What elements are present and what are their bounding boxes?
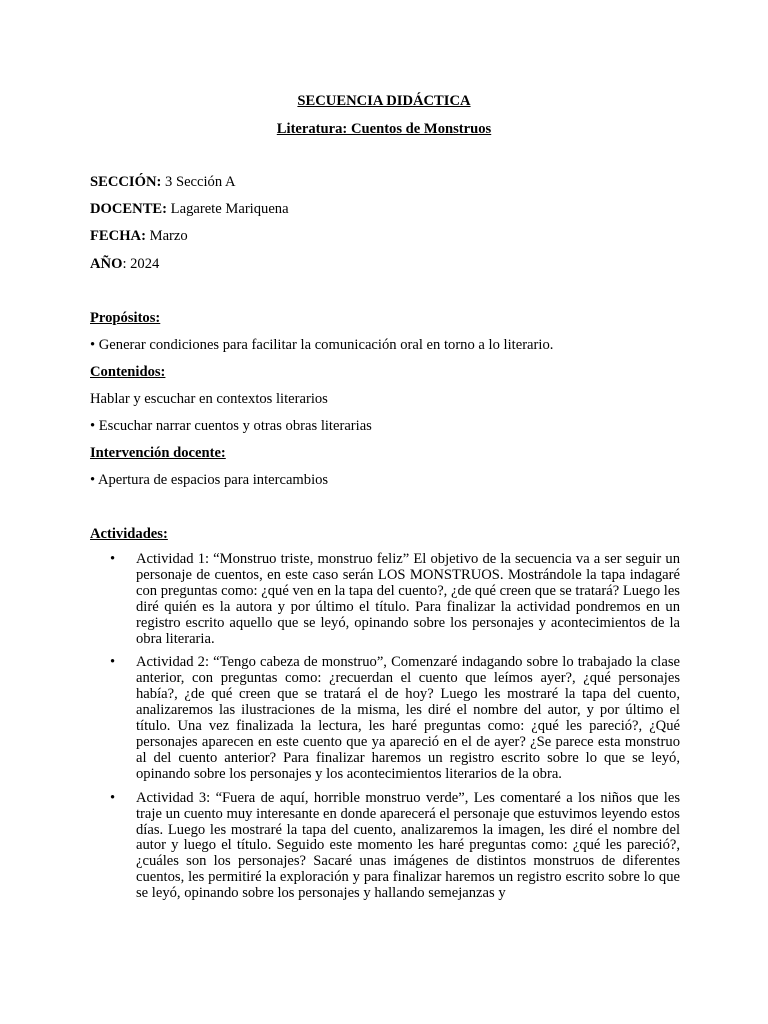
propositos-heading: Propósitos: <box>90 310 161 326</box>
bullet-icon: • <box>110 789 116 806</box>
info-label: DOCENTE: <box>90 201 168 217</box>
actividad-text: Actividad 1: “Monstruo triste, monstruo feliz” El objetivo de la secuencia va a ser seguir un personaje de cuentos, en este caso serán LOS MONSTRUOS. Mostrándole la tapa indagaré con preguntas como: ¿qué ven en la tapa del cuento?, ¿de qué creen que se tratará? Luego les diré quién es la autora y por último el título. Para finalizar la actividad pondremos en un registro escrito aquello que se leyó, opinando sobre los personajes y acontecimientos de la obra literaria. <box>136 551 680 647</box>
info-label: SECCIÓN: <box>90 174 162 190</box>
intervencion-heading: Intervención docente: <box>90 445 226 461</box>
list-item <box>110 655 680 782</box>
actividades-heading: Actividades: <box>90 526 168 542</box>
contenidos-item: Hablar y escuchar en contextos literarios <box>90 391 328 407</box>
document-subtitle: Literatura: Cuentos de Monstruos <box>276 121 492 137</box>
info-seccion <box>90 173 236 191</box>
info-value: Lagarete Mariquena <box>167 201 289 217</box>
bullet-icon: • <box>110 551 116 567</box>
actividades-list <box>110 552 680 910</box>
info-anio <box>90 255 159 273</box>
intervencion-item: • Apertura de espacios para intercambios <box>90 472 329 488</box>
info-fecha <box>90 227 188 245</box>
document-title: SECUENCIA DIDÁCTICA <box>297 93 471 109</box>
info-value: Marzo <box>145 228 188 244</box>
info-label: FECHA: <box>90 228 146 244</box>
info-value: : 2024 <box>122 256 160 272</box>
propositos-item: • Generar condiciones para facilitar la comunicación oral en torno a lo literario. <box>90 337 554 353</box>
list-item <box>110 552 680 647</box>
info-docente <box>90 200 289 218</box>
info-value: 3 Sección A <box>161 174 236 190</box>
actividad-text: Actividad 3: “Fuera de aquí, horrible monstruo verde”, Les comentaré a los niños que les traje un cuento muy interesante en donde aparecerá el personaje que estuvimos leyendo estos días. Luego les mostraré la tapa del cuento, analizaremos la imagen, les diré el nombre del autor y luego el título. Seguido este momento les haré preguntas como: ¿qué les pareció?, ¿cuáles son los personajes? Sacaré unas imágenes de distintos monstruos de diferentes cuentos, les permitiré la exploración y para finalizar haremos un registro escrito sobre lo que se leyó, opinando sobre los personajes y hallando semejanzas y <box>136 789 680 902</box>
actividad-text: Actividad 2: “Tengo cabeza de monstruo”, Comenzaré indagando sobre lo trabajado la clase anterior, con preguntas como: ¿recuerdan el cuento que leímos ayer?, ¿qué personajes había?, ¿de qué creen que se tratará el de hoy? Luego les mostraré la tapa del cuento, analizaremos las ilustraciones de la misma, les diré el nombre del autor, y por último el título. Una vez finalizada la lectura, les haré preguntas como: ¿qué les pareció?, ¿Qué personajes aparecen en este cuento que ya apareció en el de ayer? ¿Se parece esta monstruo al del cuento anterior? Para finalizar haremos un registro escrito sobre lo que se leyó, opinando sobre los personajes y los acontecimientos literarios de la obra. <box>136 654 680 782</box>
contenidos-heading: Contenidos: <box>90 364 166 380</box>
bullet-icon: • <box>110 654 116 671</box>
list-item <box>110 791 680 902</box>
info-label: AÑO <box>90 256 123 272</box>
contenidos-item: • Escuchar narrar cuentos y otras obras literarias <box>90 418 372 434</box>
